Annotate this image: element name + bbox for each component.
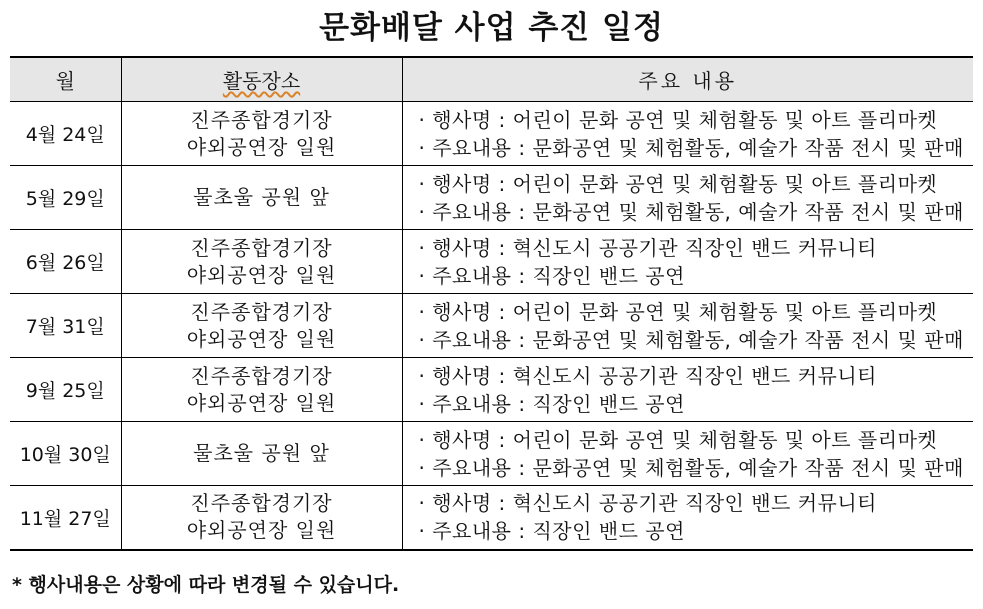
event-detail-line: · 주요내용 : 문화공연 및 체험활동, 예술가 작품 전시 및 판매 <box>418 455 964 480</box>
event-detail-line: · 주요내용 : 직장인 밴드 공연 <box>418 391 685 416</box>
place-line: 야외공연장 일원 <box>186 262 337 287</box>
event-detail-line: · 주요내용 : 직장인 밴드 공연 <box>418 519 685 544</box>
place-line: 물초울 공원 앞 <box>193 185 330 209</box>
place-line: 물초울 공원 앞 <box>193 441 330 465</box>
month-cell: 7월 31일 <box>10 294 121 358</box>
place-line: 진주종합경기장 <box>190 363 333 388</box>
table-row <box>10 422 973 486</box>
content-cell <box>402 422 973 486</box>
month-cell: 5월 29일 <box>10 166 121 230</box>
schedule-table <box>10 56 973 551</box>
table-row <box>10 358 973 422</box>
place-cell <box>121 422 402 486</box>
event-detail-line: · 주요내용 : 문화공연 및 체험활동, 예술가 작품 전시 및 판매 <box>418 199 964 224</box>
month-cell: 11월 27일 <box>10 486 121 550</box>
place-cell <box>121 230 402 294</box>
place-line: 야외공연장 일원 <box>186 518 337 543</box>
month-cell: 10월 30일 <box>10 422 121 486</box>
month-cell: 6월 26일 <box>10 230 121 294</box>
place-line: 진주종합경기장 <box>190 107 333 132</box>
table-header-row <box>10 57 973 102</box>
content-cell <box>402 358 973 422</box>
table-row <box>10 166 973 230</box>
content-cell <box>402 166 973 230</box>
content-cell <box>402 294 973 358</box>
content-cell <box>402 102 973 166</box>
place-line: 진주종합경기장 <box>190 299 333 324</box>
event-name-line: · 행사명 : 어린이 문화 공연 및 체험활동 및 아트 플리마켓 <box>418 427 938 452</box>
table-row <box>10 230 973 294</box>
place-cell <box>121 486 402 550</box>
content-cell <box>402 486 973 550</box>
month-cell: 4월 24일 <box>10 102 121 166</box>
event-name-line: · 행사명 : 혁신도시 공공기관 직장인 밴드 커뮤니티 <box>418 363 877 388</box>
place-line: 야외공연장 일원 <box>186 390 337 415</box>
event-name-line: · 행사명 : 어린이 문화 공연 및 체험활동 및 아트 플리마켓 <box>418 299 938 324</box>
event-detail-line: · 주요내용 : 직장인 밴드 공연 <box>418 263 685 288</box>
place-line: 야외공연장 일원 <box>186 326 337 351</box>
month-cell: 9월 25일 <box>10 358 121 422</box>
place-cell <box>121 294 402 358</box>
header-month: 월 <box>10 57 121 102</box>
table-row <box>10 102 973 166</box>
table-row <box>10 294 973 358</box>
footnote: * 행사내용은 상황에 따라 변경될 수 있습니다. <box>12 574 400 596</box>
event-detail-line: · 주요내용 : 문화공연 및 체험활동, 예술가 작품 전시 및 판매 <box>418 327 964 352</box>
place-line: 야외공연장 일원 <box>186 134 337 159</box>
event-name-line: · 행사명 : 혁신도시 공공기관 직장인 밴드 커뮤니티 <box>418 235 877 260</box>
content-cell <box>402 230 973 294</box>
event-detail-line: · 주요내용 : 문화공연 및 체험활동, 예술가 작품 전시 및 판매 <box>418 135 964 160</box>
event-name-line: · 행사명 : 혁신도시 공공기관 직장인 밴드 커뮤니티 <box>418 491 877 516</box>
place-cell <box>121 358 402 422</box>
event-name-line: · 행사명 : 어린이 문화 공연 및 체험활동 및 아트 플리마켓 <box>418 107 938 132</box>
place-cell <box>121 166 402 230</box>
header-place <box>121 57 402 102</box>
header-place-label: 활동장소 <box>222 69 301 93</box>
place-line: 진주종합경기장 <box>190 491 333 516</box>
place-line: 진주종합경기장 <box>190 235 333 260</box>
table-row <box>10 486 973 550</box>
page-title: 문화배달 사업 추진 일정 <box>319 10 664 46</box>
event-name-line: · 행사명 : 어린이 문화 공연 및 체험활동 및 아트 플리마켓 <box>418 171 938 196</box>
place-cell <box>121 102 402 166</box>
header-content: 주요 내용 <box>402 57 973 102</box>
